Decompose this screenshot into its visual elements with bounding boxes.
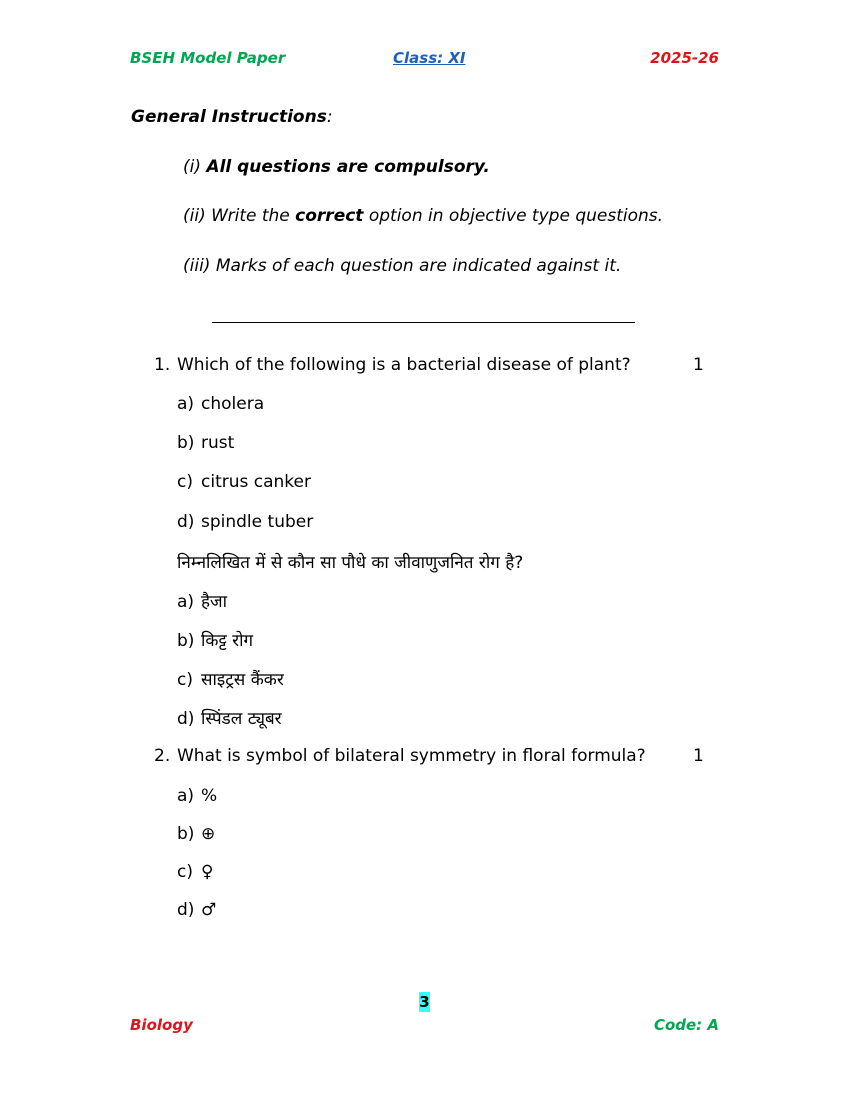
option-label: c): [177, 670, 193, 690]
option-text: rust: [201, 433, 235, 453]
option-text: हैजा: [201, 592, 228, 612]
header-class: Class: XI: [393, 49, 466, 67]
option-label: d): [177, 709, 195, 729]
option-text: %: [201, 786, 218, 806]
question-2-marks: 1: [693, 746, 704, 766]
section-divider: [212, 322, 635, 323]
option-label: c): [177, 472, 193, 492]
option-text: किट्ट रोग: [201, 631, 254, 651]
question-1-hindi-text: निम्नलिखित में से कौन सा पौधे का जीवाणुजनित रोग है?: [177, 553, 524, 573]
option-label: b): [177, 631, 195, 651]
option-text: ♂: [201, 900, 217, 920]
instruction-2: [183, 206, 663, 226]
option-text: साइट्रस कैंकर: [201, 670, 284, 690]
instruction-1-prefix: (i): [183, 157, 207, 177]
footer-code: Code: A: [653, 1016, 719, 1034]
header-session: 2025-26: [650, 49, 719, 67]
option-item: [177, 589, 227, 612]
instruction-2-suffix: option in objective type questions.: [363, 206, 664, 226]
option-item: [177, 628, 253, 651]
option-text: spindle tuber: [201, 512, 314, 532]
option-item: [177, 512, 313, 532]
instruction-1: [183, 157, 490, 177]
header-paper-title: BSEH Model Paper: [130, 49, 286, 67]
option-label: a): [177, 394, 195, 414]
option-text: ⊕: [201, 824, 216, 844]
option-item: [177, 706, 282, 729]
option-text: cholera: [201, 394, 265, 414]
question-1-number: 1.: [154, 355, 171, 375]
instruction-3-prefix: (iii) Marks of each question are indicated against it.: [183, 256, 622, 276]
question-2-number: 2.: [154, 746, 171, 766]
option-item: [177, 472, 311, 492]
general-instructions-label: General Instructions: [131, 107, 327, 127]
option-item: [177, 786, 217, 806]
general-instructions-title: [131, 107, 333, 127]
option-text: citrus canker: [201, 472, 311, 492]
option-label: d): [177, 900, 195, 920]
option-label: a): [177, 592, 195, 612]
option-item: [177, 433, 234, 453]
option-item: [177, 862, 213, 882]
option-label: b): [177, 824, 195, 844]
option-item: [177, 394, 264, 414]
option-text: स्पिंडल ट्यूबर: [201, 709, 282, 729]
option-label: a): [177, 786, 195, 806]
general-instructions-colon: :: [326, 107, 333, 127]
option-item: [177, 824, 215, 844]
instruction-1-bold: All questions are compulsory.: [206, 157, 490, 177]
option-item: [177, 667, 284, 690]
option-label: c): [177, 862, 193, 882]
instruction-3: [183, 256, 621, 276]
question-1-marks: 1: [693, 355, 704, 375]
option-item: [177, 900, 216, 920]
option-label: b): [177, 433, 195, 453]
instruction-2-bold: correct: [295, 206, 364, 226]
option-text: ♀: [201, 862, 214, 882]
question-2-text: What is symbol of bilateral symmetry in floral formula?: [177, 746, 646, 766]
option-label: d): [177, 512, 195, 532]
page-number: 3: [419, 993, 430, 1011]
instruction-2-prefix: (ii) Write the: [183, 206, 296, 226]
question-1-text: Which of the following is a bacterial disease of plant?: [177, 355, 631, 375]
footer-subject: Biology: [130, 1016, 193, 1034]
